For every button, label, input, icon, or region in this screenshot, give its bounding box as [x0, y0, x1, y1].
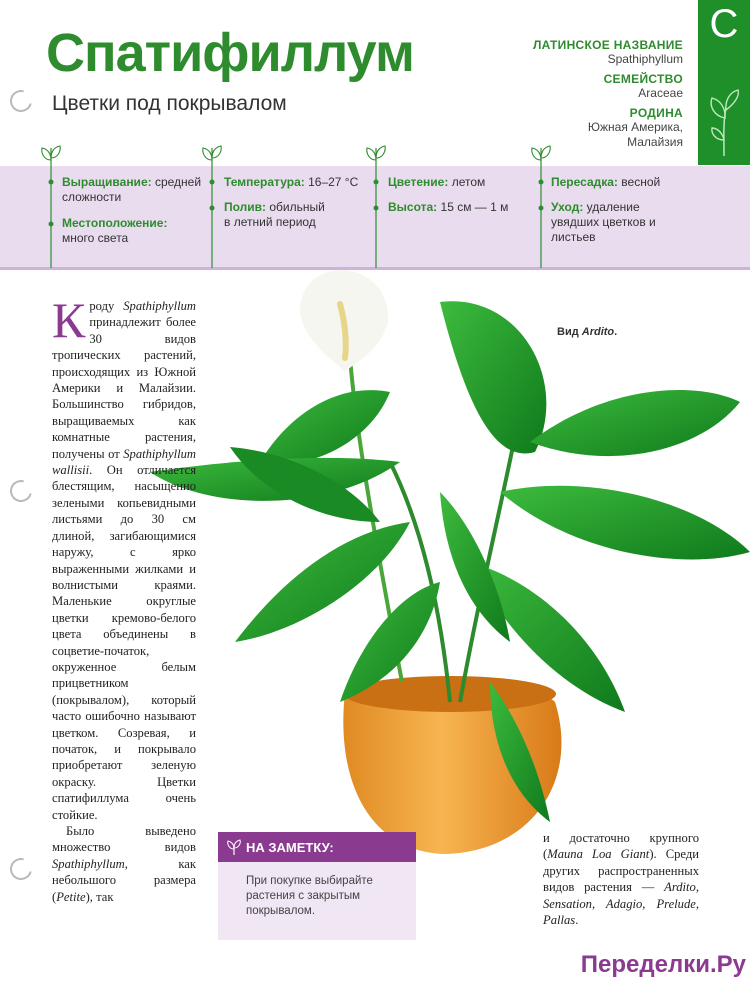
info-location: [62, 216, 210, 246]
info-label: Пересадка:: [551, 175, 618, 189]
text-run: ). Среди других распространенных видов растения —: [543, 847, 699, 895]
info-label: Полив:: [224, 200, 267, 214]
origin-value: [463, 120, 683, 150]
info-care: [551, 200, 663, 245]
index-tab-letter: С: [709, 2, 739, 46]
page-title: Спатифиллум: [46, 23, 414, 83]
latin-name-label: ЛАТИНСКОЕ НАЗВАНИЕ: [532, 38, 683, 52]
text-run: Spathiphyllum: [52, 856, 125, 871]
sprout-icon: [365, 140, 387, 268]
binder-hole: [6, 854, 36, 884]
text-run: . Он отличается блестящим, насыщенно зелеными копьевидными листьями до 30 см длиной, загибающимися наружу, с ярко выраженными жилками и волнистыми краями. Маленькие округлые цветки кремово-белого цвета объединены в соцветие-початок, окруженное белым прицветником (покрывалом), который часто ошибочно называют цветком. Созревая, и початок, и покрывало приобретают зеленую окраску. Цветки спатифиллума очень стойкие.: [52, 463, 196, 822]
info-value: много света: [62, 231, 129, 245]
info-temperature: [224, 175, 366, 190]
info-label: Выращивание:: [62, 175, 152, 189]
info-height: [388, 200, 530, 215]
info-value: обильный в летний период: [224, 200, 325, 229]
family-value: Araceae: [638, 86, 683, 100]
article-paragraph: [52, 823, 196, 905]
info-label: Температура:: [224, 175, 305, 189]
text-run: ), так: [85, 889, 114, 904]
sprout-icon: [530, 140, 552, 268]
info-growing: [62, 175, 210, 205]
info-value: 16–27 °С: [308, 175, 359, 189]
info-label: Высота:: [388, 200, 438, 214]
text-run: роду: [89, 299, 124, 313]
sprout-icon: [40, 140, 62, 268]
text-run: и достаточно крупного (: [543, 831, 699, 862]
plant-meta: [463, 38, 683, 155]
info-value: весной: [621, 175, 661, 189]
info-watering: [224, 200, 334, 230]
origin-label: РОДИНА: [629, 106, 683, 120]
text-run: Spathiphyllum wallisii: [52, 446, 196, 478]
text-run: Spathiphyllum: [123, 299, 196, 313]
page-subtitle: Цветки под покрывалом: [52, 92, 287, 115]
caption-prefix: Вид: [557, 326, 582, 338]
note-box: [218, 832, 416, 940]
latin-name-value: Spathiphyllum: [607, 52, 683, 66]
text-run: Было выведено множество видов: [52, 824, 196, 855]
leaf-icon: [706, 88, 742, 158]
text-run: .: [575, 913, 579, 928]
drop-cap: К: [52, 292, 86, 348]
text-run: принадлежит более 30 видов тропических растений, происходящих из Южной Америки и Малайзии. Большинство гибридов, выращиваемых как комнатные растения, получены от: [52, 315, 196, 461]
info-value: удаление увядших цветков и листьев: [551, 200, 656, 244]
photo-caption: [557, 326, 617, 338]
info-value: летом: [451, 175, 486, 189]
article-text: [52, 292, 196, 905]
note-text: При покупке выбирайте растения с закрытым покрывалом.: [246, 875, 373, 917]
info-label: Уход:: [551, 200, 584, 214]
sprout-icon: [226, 839, 242, 855]
info-value: средней сложности: [62, 175, 202, 204]
note-header: [218, 832, 416, 862]
site-watermark: Переделки.Ру: [580, 951, 746, 978]
info-label: Местоположение:: [62, 216, 168, 230]
origin-value-line: Южная Америка,: [587, 120, 683, 134]
origin-value-line: Малайзия: [627, 135, 683, 149]
binder-hole: [6, 86, 36, 116]
index-tab: [698, 0, 750, 165]
text-run: Mauna Loa Giant: [547, 847, 650, 862]
note-title: НА ЗАМЕТКУ:: [246, 840, 334, 855]
article-paragraph: [52, 292, 196, 823]
text-run: , как небольшого размера (: [52, 856, 196, 904]
text-run: Ardito, Sensation, Adagio, Prelude, Pallas: [543, 880, 699, 928]
caption-variety: Ardito: [581, 326, 615, 338]
info-label: Цветение:: [388, 175, 449, 189]
info-value: 15 см — 1 м: [440, 200, 509, 214]
info-blooming: [388, 175, 530, 190]
info-transplant: [551, 175, 701, 190]
caption-suffix: .: [614, 326, 618, 338]
family-label: СЕМЕЙСТВО: [603, 72, 683, 86]
article-text-continued: [543, 830, 699, 928]
binder-hole: [6, 476, 36, 506]
text-run: Petite: [56, 889, 86, 904]
plant-illustration: [140, 262, 750, 862]
